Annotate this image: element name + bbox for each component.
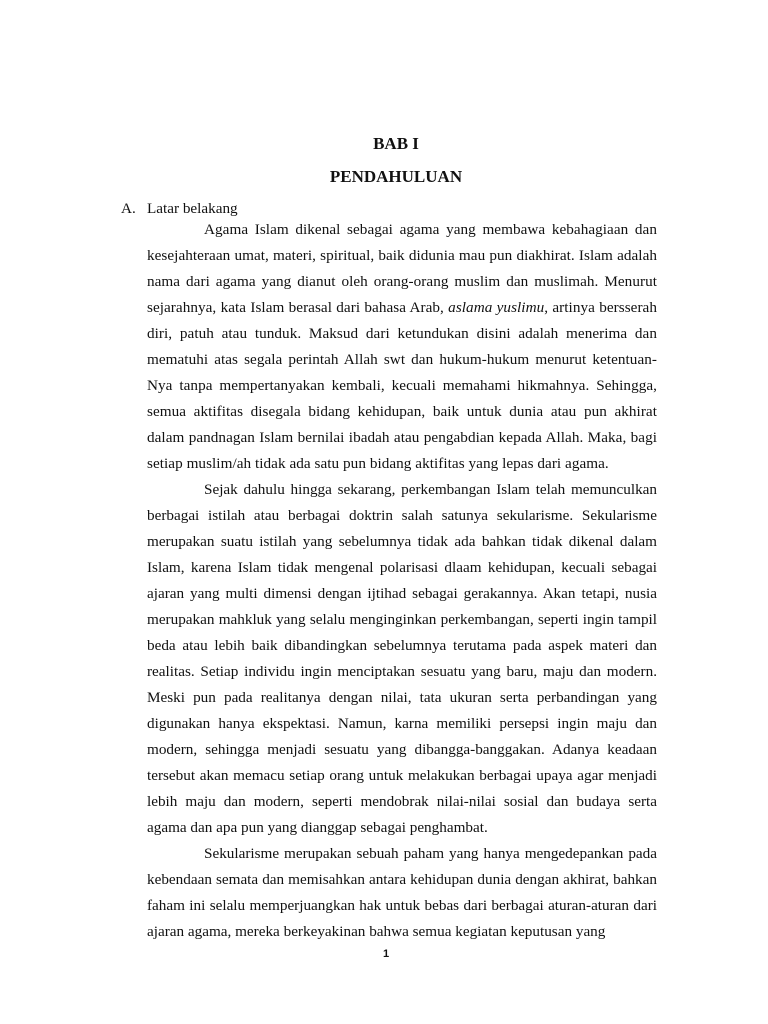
section-marker: A. xyxy=(121,200,136,217)
paragraph-1-italic-term: aslama yuslimu xyxy=(448,299,545,316)
paragraph-1 xyxy=(147,217,657,477)
paragraph-1-part-1: Agama Islam dikenal sebagai agama yang membawa kebahagiaan dan kesejahteraan umat, materi, spiritual, baik didunia mau pun diakhirat. Islam adalah nama dari agama yang dianut oleh orang-orang muslim dan muslimah. Menurut sejarahnya, kata Islam berasal dari bahasa Arab, xyxy=(147,221,657,316)
chapter-number: BAB I xyxy=(373,134,419,153)
paragraph-3: Sekularisme merupakan sebuah paham yang hanya mengedepankan pada kebendaan semata dan memisahkan antara kehidupan dunia dengan akhirat, bahkan faham ini selalu memperjuangkan hak untuk bebas dari berbagai aturan-aturan dari ajaran agama, mereka berkeyakinan bahwa semua kegiatan keputusan yang xyxy=(147,845,657,940)
page-number: 1 xyxy=(382,948,390,960)
body-text xyxy=(147,217,657,945)
paragraph-2: Sejak dahulu hingga sekarang, perkembangan Islam telah memunculkan berbagai istilah atau berbagai doktrin salah satunya sekularisme. Sekularisme merupakan suatu istilah yang sebelumnya tidak ada bahkan tidak dikenal dalam Islam, karena Islam tidak mengenal polarisasi dlaam kehidupan, kecuali sebagai ajaran yang multi dimensi dengan ijtihad sebagai gerakannya. Akan tetapi, nusia merupakan mahkluk yang selalu menginginkan perkembangan, seperti ingin tampil beda atau lebih baik dibandingkan sebelumnya terutama pada aspek materi dan realitas. Setiap individu ingin menciptakan sesuatu yang baru, maju dan modern. Meski pun pada realitanya dengan nilai, tata ukuran serta perbandingan yang digunakan hanya ekspektasi. Namun, karna memiliki persepsi ingin maju dan modern, sehingga menjadi sesuatu yang dibangga-banggakan. Adanya keadaan tersebut akan memacu setiap orang untuk melakukan berbagai upaya agar menjadi lebih maju dan modern, seperti mendobrak nilai-nilai sosial dan budaya serta agama dan apa pun yang dianggap sebagai penghambat. xyxy=(147,481,657,836)
section-heading xyxy=(121,199,238,219)
section-heading-text: Latar belakang xyxy=(147,200,238,217)
chapter-title: PENDAHULUAN xyxy=(329,167,463,186)
paragraph-1-part-2: , artinya bersserah diri, patuh atau tunduk. Maksud dari ketundukan disini adalah menerima dan mematuhi atas segala perintah Allah swt dan hukum-hukum menurut ketentuan-Nya tanpa mempertanyakan kembali, kecuali memahami hikmahnya. Sehingga, semua aktifitas disegala bidang kehidupan, baik untuk dunia atau pun akhirat dalam pandnagan Islam bernilai ibadah atau pengabdian kepada Allah. Maka, bagi setiap muslim/ah tidak ada satu pun bidang aktifitas yang lepas dari agama. xyxy=(147,299,657,472)
